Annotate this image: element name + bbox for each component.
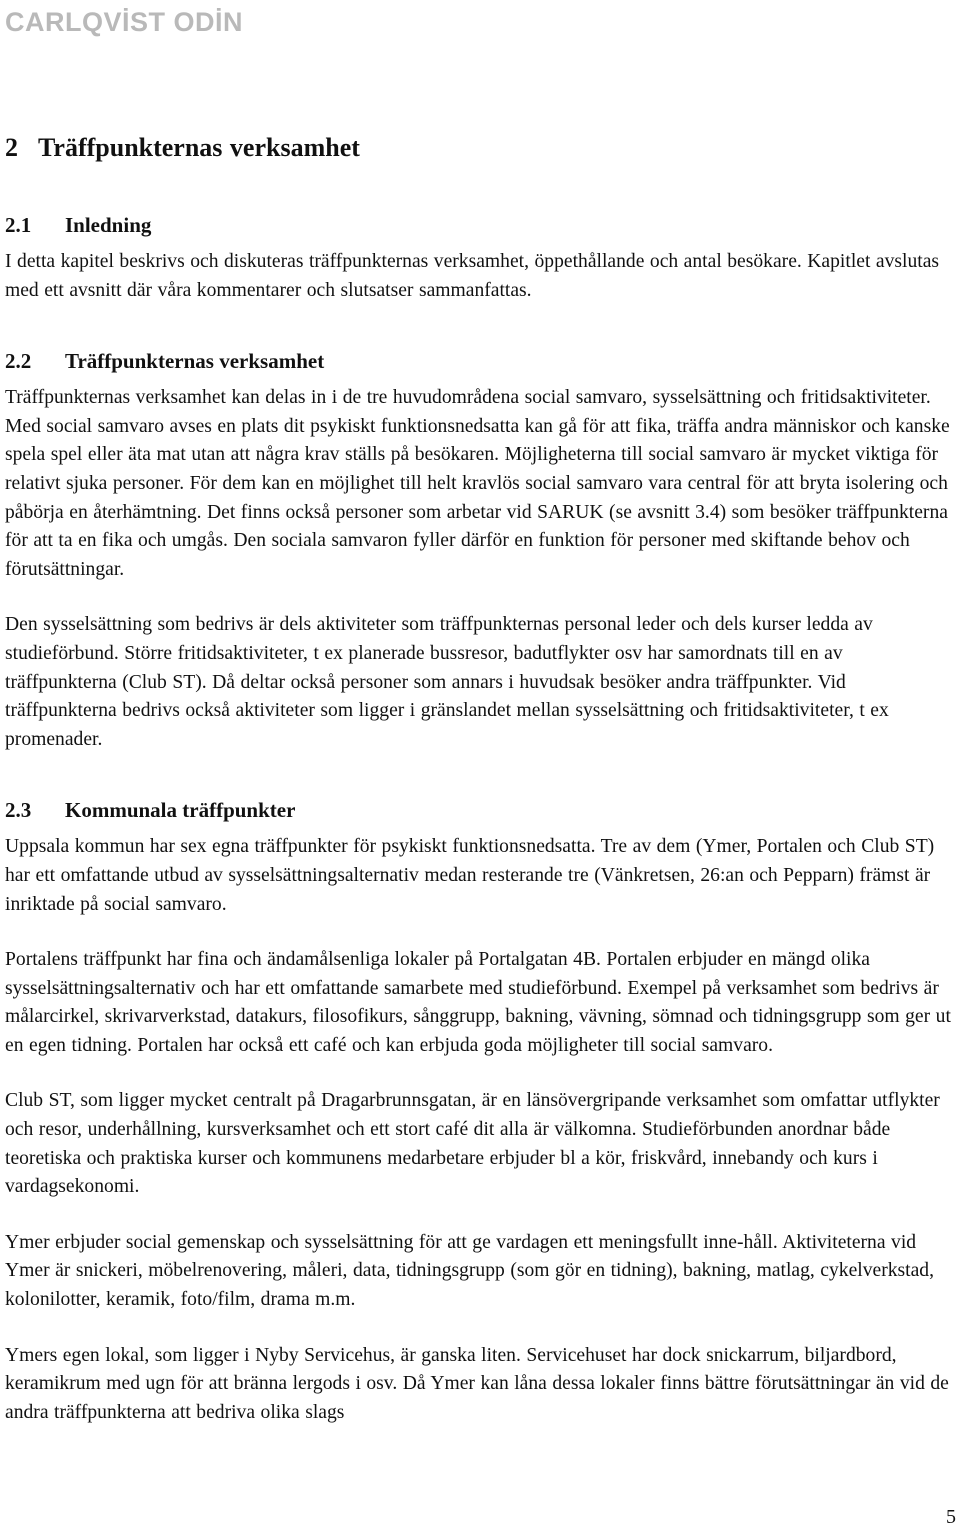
section-number: 2.3 [5,798,32,823]
section-heading [5,795,957,825]
publisher-logo: CARLQVİST ODİN [5,7,244,37]
paragraph: Uppsala kommun har sex egna träffpunkter för psykiskt funktionsnedsatta. Tre av dem (Ymer, Portalen och Club ST) har ett omfattande utbud av sysselsättningsalternativ medan resterande tre (Vänkretsen, 26:an och Pepparn) främst är inriktade på social samvaro. [5,836,935,915]
document-body [5,126,957,1427]
section-number: 2.2 [5,349,32,374]
section-heading [5,346,957,376]
section-heading [5,210,957,240]
section-title: Träffpunkternas verksamhet [65,349,325,374]
section-title: Inledning [65,213,152,237]
section-number: 2.1 [5,213,32,237]
page-number: 5 [946,1506,956,1528]
section-title: Kommunala träffpunkter [65,798,296,823]
paragraph: Club ST, som ligger mycket centralt på Dragarbrunnsgatan, är en länsövergripande verksamhet som omfattar utflykter och resor, underhållning, kursverksamhet och ett stort café dit alla är välkomna. Studieförbunden anordnar både teoretiska och praktiska kurser och kommunens medarbetare erbjuder bl a kör, friskvård, innebandy och kurs i vardagsekonomi. [5,1090,940,1198]
paragraph: Ymers egen lokal, som ligger i Nyby Servicehus, är ganska liten. Servicehuset har dock snickarrum, biljardbord, keramikrum med ugn för att bränna lergods i osv. Då Ymer kan låna dessa lokaler finns bättre förutsättningar än vid de andra träffpunkterna att bedriva olika slags [5,1344,949,1423]
chapter-title: Träffpunkternas verksamhet [38,133,360,162]
paragraph: Portalens träffpunkt har fina och ändamålsenliga lokaler på Portalgatan 4B. Portalen erbjuder en mängd olika sysselsättningsalternativ och har ett omfattande samarbete med studieförbund. Exempel på verksamhet som bedrivs är målarcirkel, skrivarverkstad, datakurs, filosofikurs, sånggrupp, bakning, vävning, sömnad och tidningsgrupp som ger ut en egen tidning. Portalen har också ett café och kan erbjuda goda möjligheter till social samvaro. [5,949,951,1056]
paragraph: I detta kapitel beskrivs och diskuteras träffpunkternas verksamhet, öppethållande och antal besökare. Kapitlet avslutas med ett avsnitt där våra kommentarer och slutsatser sammanfattas. [5,251,940,301]
paragraph: Träffpunkternas verksamhet kan delas in i de tre huvudområdena social samvaro, sysselsättning och fritidsaktiviteter. Med social samvaro avses en plats dit psykiskt funktionsnedsatta kan gå för att fika, träffa andra människor och kanske spela spel eller äta mat utan att några krav ställs på besökaren. Möjligheterna till social samvaro är mycket viktiga för relativt sjuka personer. För dem kan en möjlighet till helt kravlös social samvaro vara central för att bryta isolering och påbörja en återhämtning. Det finns också personer som arbetar vid SARUK (se avsnitt 3.4) som besöker träffpunkterna för att ta en fika och umgås. Den sociala samvaron fyller därför en funktion för personer med skiftande behov och förutsättningar. [5,387,950,580]
chapter-number: 2 [5,133,18,162]
paragraph: Den sysselsättning som bedrivs är dels aktiviteter som träffpunkternas personal leder och dels kurser ledda av studieförbund. Större fritidsaktiviteter, t ex planerade bussresor, badutflykter osv har samordnats till en av träffpunkterna (Club ST). Då deltar också personer som annars i huvudsak besöker andra träffpunkter. Vid träffpunkterna bedrivs också aktiviteter som ligger i gränslandet mellan sysselsättning och fritidsaktiviteter, t ex promenader. [5,614,889,750]
chapter-heading [5,126,957,170]
paragraph: Ymer erbjuder social gemenskap och sysselsättning för att ge vardagen ett meningsfullt inne-håll. Aktiviteterna vid Ymer är snickeri, möbelrenovering, måleri, data, tidningsgrupp (som gör en tidning), bakning, matlag, cykelverkstad, kolonilotter, keramik, foto/film, drama m.m. [5,1231,935,1311]
